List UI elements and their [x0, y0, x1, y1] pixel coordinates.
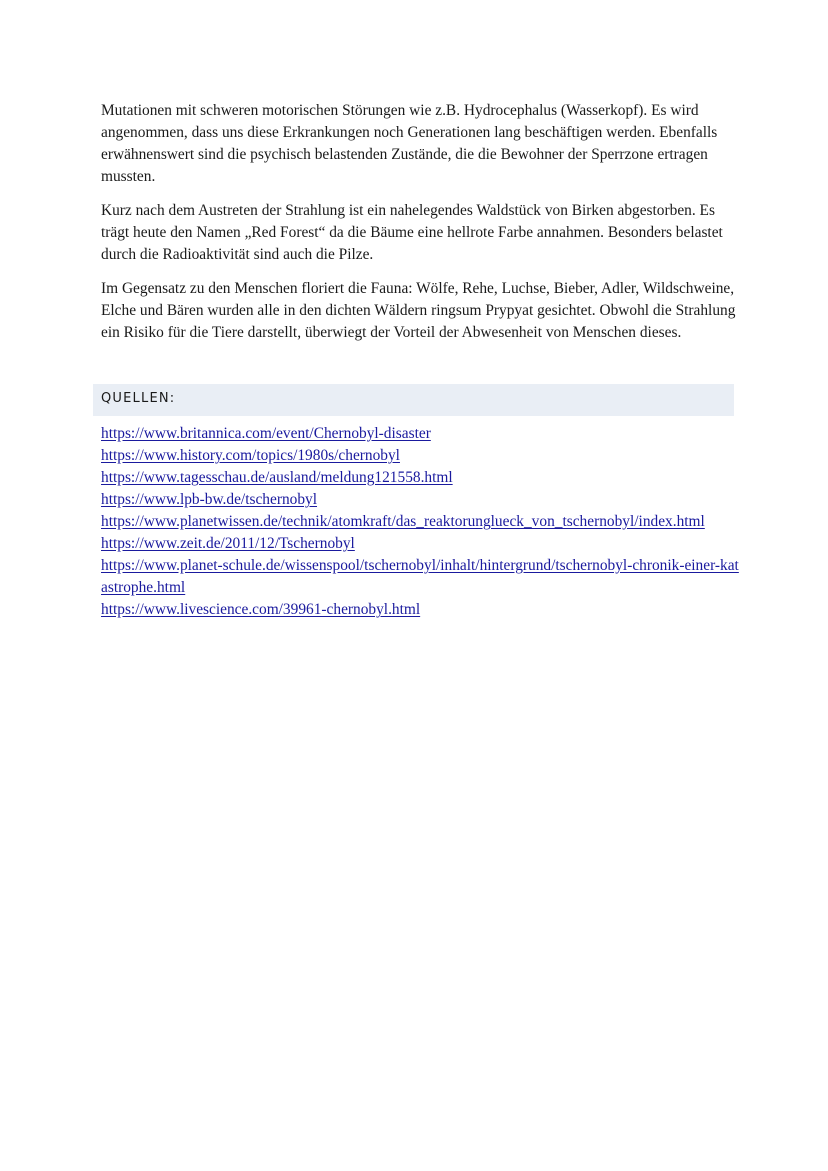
source-item	[101, 599, 741, 621]
source-item	[101, 467, 741, 489]
source-item	[101, 555, 741, 599]
source-link-tagesschau[interactable]: https://www.tagesschau.de/ausland/meldung121558.html	[101, 469, 453, 486]
sources-heading: QUELLEN:	[101, 391, 176, 406]
source-link-planetwissen[interactable]: https://www.planetwissen.de/technik/atomkraft/das_reaktorunglueck_von_tschernobyl/index.html	[101, 513, 705, 530]
source-item	[101, 511, 741, 533]
source-link-zeit[interactable]: https://www.zeit.de/2011/12/Tschernobyl	[101, 535, 355, 552]
sources-list	[101, 423, 741, 621]
source-link-planet-schule[interactable]: https://www.planet-schule.de/wissenspool/tschernobyl/inhalt/hintergrund/tschernobyl-chronik-einer-katastrophe.html	[101, 557, 739, 596]
paragraph-red-forest: Kurz nach dem Austreten der Strahlung ist ein nahelegendes Waldstück von Birken abgestorben. Es trägt heute den Namen „Red Forest“ da die Bäume eine hellrote Farbe annahmen. Besonders belastet durch die Radioaktivität sind auch die Pilze.	[101, 202, 723, 263]
source-link-lpb-bw[interactable]: https://www.lpb-bw.de/tschernobyl	[101, 491, 318, 508]
paragraph-mutations: Mutationen mit schweren motorischen Störungen wie z.B. Hydrocephalus (Wasserkopf). Es wird angenommen, dass uns diese Erkrankungen noch Generationen lang beschäftigen werden. Ebenfalls erwähnenswert sind die psychisch belastenden Zustände, die die Bewohner der Sperrzone ertragen mussten.	[101, 102, 718, 185]
sources-heading-bar	[93, 384, 734, 416]
source-item	[101, 445, 741, 467]
source-link-history[interactable]: https://www.history.com/topics/1980s/chernobyl	[101, 447, 400, 464]
source-item	[101, 533, 741, 555]
source-link-livescience[interactable]: https://www.livescience.com/39961-chernobyl.html	[101, 601, 421, 618]
body-text	[101, 100, 741, 356]
paragraph-fauna: Im Gegensatz zu den Menschen floriert die Fauna: Wölfe, Rehe, Luchse, Bieber, Adler, Wildschweine, Elche und Bären wurden alle in den dichten Wäldern ringsum Prypyat gesichtet. Obwohl die Strahlung ein Risiko für die Tiere darstellt, überwiegt der Vorteil der Abwesenheit von Menschen dieses.	[101, 280, 736, 341]
source-item	[101, 423, 741, 445]
source-item	[101, 489, 741, 511]
source-link-britannica[interactable]: https://www.britannica.com/event/Chernobyl-disaster	[101, 425, 431, 442]
